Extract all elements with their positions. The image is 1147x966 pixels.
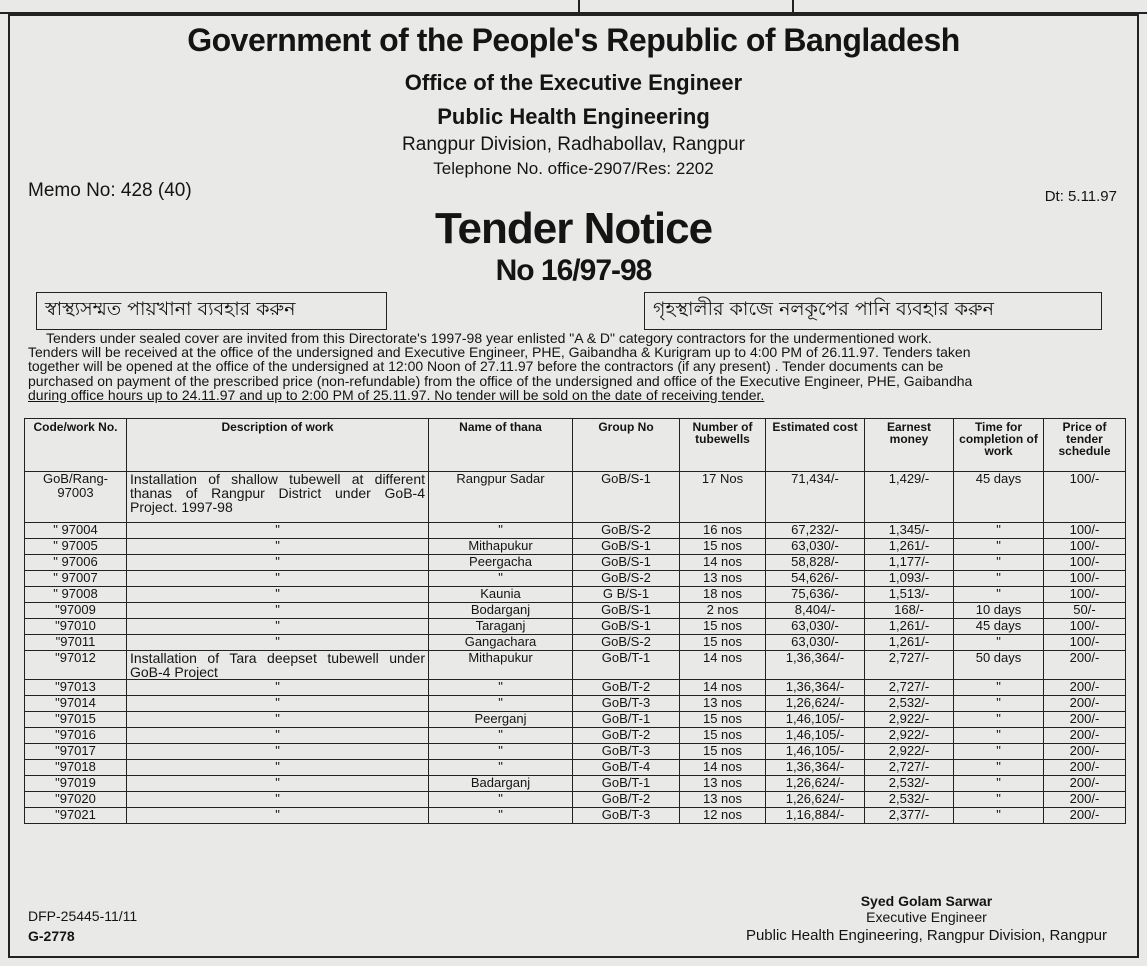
- table-cell: 1,429/-: [865, 472, 954, 523]
- table-cell: "97020: [25, 792, 127, 808]
- top-rule-tick: [578, 0, 580, 12]
- table-cell: 14 nos: [680, 680, 766, 696]
- table-row: [25, 571, 1126, 587]
- table-row: [25, 523, 1126, 539]
- table-cell: "97011: [25, 635, 127, 651]
- table-cell: ": [954, 712, 1044, 728]
- table-cell: 14 nos: [680, 555, 766, 571]
- body-line: Tenders under sealed cover are invited from this Directorate's 1997-98 year enlisted "A & D" category contractors for the undermentioned work.: [46, 330, 932, 346]
- column-header: Earnest money: [865, 419, 954, 472]
- notice-date: Dt: 5.11.97: [1044, 188, 1117, 205]
- table-cell: ": [127, 539, 429, 555]
- page-title: Tender Notice: [434, 204, 713, 253]
- table-cell: "97009: [25, 603, 127, 619]
- body-line: purchased on payment of the prescribed price (non-refundable) from the office of the undersigned and office of the Executive Engineer, PHE, Gaibandha: [28, 372, 973, 389]
- body-line: during office hours up to 24.11.97 and up to 2:00 PM of 25.11.97. No tender will be sold on the date of receiving tender.: [28, 386, 765, 403]
- table-row: [25, 619, 1126, 635]
- table-cell: Badarganj: [429, 776, 573, 792]
- table-cell: 2,532/-: [865, 696, 954, 712]
- table-cell: ": [954, 555, 1044, 571]
- table-row: [25, 728, 1126, 744]
- table-cell: 75,636/-: [766, 587, 865, 603]
- table-row: [25, 808, 1126, 824]
- table-cell: " 97006: [25, 555, 127, 571]
- table-cell: 2,532/-: [865, 776, 954, 792]
- table-cell: ": [127, 776, 429, 792]
- table-body: [25, 472, 1126, 824]
- table-cell: 100/-: [1044, 571, 1126, 587]
- table-cell: 15 nos: [680, 539, 766, 555]
- table-cell: GoB/T-1: [573, 712, 680, 728]
- table-cell: GoB/T-1: [573, 776, 680, 792]
- table-cell: 13 nos: [680, 776, 766, 792]
- table-cell: GoB/T-2: [573, 728, 680, 744]
- table-cell: 2,727/-: [865, 651, 954, 680]
- table-cell: ": [127, 523, 429, 539]
- table-cell: 14 nos: [680, 760, 766, 776]
- table-cell: 1,093/-: [865, 571, 954, 587]
- table-cell: ": [429, 808, 573, 824]
- table-cell: ": [127, 571, 429, 587]
- table-cell: GoB/S-1: [573, 603, 680, 619]
- table-cell: Gangachara: [429, 635, 573, 651]
- table-cell: 15 nos: [680, 619, 766, 635]
- table-cell: 63,030/-: [766, 619, 865, 635]
- table-cell: 1,261/-: [865, 635, 954, 651]
- table-cell: 1,46,105/-: [766, 728, 865, 744]
- table-cell: 13 nos: [680, 696, 766, 712]
- table-row: [25, 744, 1126, 760]
- table-cell: ": [954, 696, 1044, 712]
- table-cell: 2,922/-: [865, 728, 954, 744]
- table-row: [25, 651, 1126, 680]
- table-cell: 100/-: [1044, 555, 1126, 571]
- address-line: Rangpur Division, Radhabollav, Rangpur: [402, 134, 745, 155]
- table-cell: GoB/Rang-97003: [25, 472, 127, 523]
- table-cell: ": [954, 523, 1044, 539]
- table-cell: 17 Nos: [680, 472, 766, 523]
- table-row: [25, 712, 1126, 728]
- body-line: Tenders will be received at the office of the undersigned and Executive Engineer, PHE, Gaibandha & Kurigram up to 4:00 PM of 26.11.97. Tenders taken: [28, 344, 971, 361]
- table-cell: ": [127, 555, 429, 571]
- table-cell: ": [429, 760, 573, 776]
- table-cell: "97014: [25, 696, 127, 712]
- table-cell: ": [429, 744, 573, 760]
- table-cell: 200/-: [1044, 728, 1126, 744]
- slogan-box-right: গৃহস্থালীর কাজে নলকূপের পানি ব্যবহার করুন: [644, 292, 1102, 330]
- table-cell: 100/-: [1044, 587, 1126, 603]
- table-row: [25, 776, 1126, 792]
- table-cell: ": [429, 792, 573, 808]
- table-cell: ": [954, 760, 1044, 776]
- table-cell: ": [429, 523, 573, 539]
- table-cell: ": [127, 635, 429, 651]
- table-cell: ": [954, 635, 1044, 651]
- notice-body: [28, 331, 1120, 402]
- table-cell: 8,404/-: [766, 603, 865, 619]
- table-cell: Peerganj: [429, 712, 573, 728]
- table-cell: ": [954, 744, 1044, 760]
- table-cell: 2,532/-: [865, 792, 954, 808]
- table-cell: 1,26,624/-: [766, 776, 865, 792]
- table-cell: 18 nos: [680, 587, 766, 603]
- table-cell: 45 days: [954, 472, 1044, 523]
- table-cell: ": [954, 776, 1044, 792]
- table-cell: 2,922/-: [865, 744, 954, 760]
- g-reference: G-2778: [28, 928, 75, 944]
- table-cell: 200/-: [1044, 696, 1126, 712]
- column-header: Estimated cost: [766, 419, 865, 472]
- table-cell: ": [127, 587, 429, 603]
- body-line: together will be opened at the office of the undersigned at 12:00 Noon of 27.11.97 before the contractors (if any present) . Tender documents can be: [28, 358, 944, 375]
- table-cell: 200/-: [1044, 651, 1126, 680]
- table-cell: GoB/T-3: [573, 808, 680, 824]
- table-cell: 1,261/-: [865, 539, 954, 555]
- top-rule-tick: [792, 0, 794, 12]
- table-cell: ": [429, 680, 573, 696]
- department-heading: Public Health Engineering: [437, 104, 710, 129]
- table-cell: 1,46,105/-: [766, 712, 865, 728]
- table-cell: 1,345/-: [865, 523, 954, 539]
- table-cell: 63,030/-: [766, 539, 865, 555]
- table-cell: 54,626/-: [766, 571, 865, 587]
- table-cell: GoB/T-3: [573, 696, 680, 712]
- table-cell: ": [429, 728, 573, 744]
- table-cell: 13 nos: [680, 792, 766, 808]
- table-cell: " 97005: [25, 539, 127, 555]
- table-row: [25, 603, 1126, 619]
- table-cell: 1,26,624/-: [766, 696, 865, 712]
- table-cell: ": [954, 680, 1044, 696]
- signatory-role: Executive Engineer: [866, 909, 987, 925]
- tender-table: [24, 418, 1126, 824]
- column-header: Price of tender schedule: [1044, 419, 1126, 472]
- table-cell: 200/-: [1044, 792, 1126, 808]
- table-cell: Rangpur Sadar: [429, 472, 573, 523]
- table-cell: Peergacha: [429, 555, 573, 571]
- table-cell: GoB/T-2: [573, 680, 680, 696]
- signature-block: [746, 893, 1107, 944]
- table-cell: ": [954, 587, 1044, 603]
- table-cell: 200/-: [1044, 760, 1126, 776]
- table-cell: 100/-: [1044, 523, 1126, 539]
- table-cell: 12 nos: [680, 808, 766, 824]
- table-cell: "97012: [25, 651, 127, 680]
- column-header: Name of thana: [429, 419, 573, 472]
- table-cell: ": [127, 808, 429, 824]
- table-cell: GoB/S-1: [573, 555, 680, 571]
- table-row: [25, 696, 1126, 712]
- table-cell: 15 nos: [680, 712, 766, 728]
- signatory-name: Syed Golam Sarwar: [860, 893, 993, 909]
- notice-number: No 16/97-98: [495, 254, 652, 287]
- table-cell: 100/-: [1044, 635, 1126, 651]
- table-cell: 200/-: [1044, 808, 1126, 824]
- table-cell: "97010: [25, 619, 127, 635]
- memo-number: Memo No: 428 (40): [28, 180, 192, 201]
- table-cell: 1,26,624/-: [766, 792, 865, 808]
- table-cell: 67,232/-: [766, 523, 865, 539]
- table-cell: ": [954, 728, 1044, 744]
- table-cell: 1,513/-: [865, 587, 954, 603]
- column-header: Time for completion of work: [954, 419, 1044, 472]
- table-cell: " 97007: [25, 571, 127, 587]
- table-cell: ": [127, 728, 429, 744]
- signatory-office: Public Health Engineering, Rangpur Division, Rangpur: [745, 927, 1107, 944]
- table-cell: ": [127, 760, 429, 776]
- table-cell: 14 nos: [680, 651, 766, 680]
- table-cell: 1,36,364/-: [766, 680, 865, 696]
- table-cell: 15 nos: [680, 728, 766, 744]
- table-cell: " 97008: [25, 587, 127, 603]
- table-cell: 1,46,105/-: [766, 744, 865, 760]
- table-row: [25, 587, 1126, 603]
- table-cell: Mithapukur: [429, 651, 573, 680]
- table-cell: 2,727/-: [865, 760, 954, 776]
- table-cell: ": [954, 539, 1044, 555]
- table-cell: 100/-: [1044, 539, 1126, 555]
- table-cell: "97017: [25, 744, 127, 760]
- table-cell: ": [127, 619, 429, 635]
- table-cell: 168/-: [865, 603, 954, 619]
- table-cell: 1,36,364/-: [766, 651, 865, 680]
- table-cell: 16 nos: [680, 523, 766, 539]
- table-cell: GoB/S-2: [573, 635, 680, 651]
- table-cell: "97015: [25, 712, 127, 728]
- table-cell: "97016: [25, 728, 127, 744]
- table-cell: 1,36,364/-: [766, 760, 865, 776]
- table-cell: GoB/T-2: [573, 792, 680, 808]
- table-row: [25, 680, 1126, 696]
- table-cell: 50/-: [1044, 603, 1126, 619]
- telephone-line: Telephone No. office-2907/Res: 2202: [433, 159, 714, 178]
- table-cell: 58,828/-: [766, 555, 865, 571]
- table-cell: 200/-: [1044, 712, 1126, 728]
- table-cell: GoB/T-3: [573, 744, 680, 760]
- table-cell: 200/-: [1044, 744, 1126, 760]
- top-rule: [0, 0, 1147, 14]
- table-cell: GoB/S-2: [573, 523, 680, 539]
- table-cell: Kaunia: [429, 587, 573, 603]
- table-cell: Taraganj: [429, 619, 573, 635]
- table-cell: 50 days: [954, 651, 1044, 680]
- table-cell: ": [127, 696, 429, 712]
- table-cell: 1,16,884/-: [766, 808, 865, 824]
- dfp-reference: DFP-25445-11/11: [28, 908, 138, 924]
- office-heading: Office of the Executive Engineer: [404, 70, 743, 95]
- table-cell: 1,261/-: [865, 619, 954, 635]
- table-row: [25, 555, 1126, 571]
- table-row: [25, 760, 1126, 776]
- table-cell: "97018: [25, 760, 127, 776]
- table-cell: Bodarganj: [429, 603, 573, 619]
- table-cell: 2,727/-: [865, 680, 954, 696]
- table-cell: 200/-: [1044, 680, 1126, 696]
- column-header: Number of tubewells: [680, 419, 766, 472]
- table-cell: 13 nos: [680, 571, 766, 587]
- table-cell: 2,922/-: [865, 712, 954, 728]
- table-header-row: [25, 419, 1126, 472]
- slogan-box-left: স্বাস্থ্যসম্মত পায়খানা ব্যবহার করুন: [36, 292, 387, 330]
- table-cell: 1,177/-: [865, 555, 954, 571]
- table-cell: ": [429, 571, 573, 587]
- table-cell: ": [954, 571, 1044, 587]
- table-cell: 10 days: [954, 603, 1044, 619]
- table-cell: 100/-: [1044, 472, 1126, 523]
- table-cell: ": [127, 744, 429, 760]
- column-header: Group No: [573, 419, 680, 472]
- table-cell: ": [429, 696, 573, 712]
- table-cell: 15 nos: [680, 635, 766, 651]
- table-cell: 63,030/-: [766, 635, 865, 651]
- table-cell: 2,377/-: [865, 808, 954, 824]
- table-row: [25, 472, 1126, 523]
- column-header: Description of work: [127, 419, 429, 472]
- table-cell: 15 nos: [680, 744, 766, 760]
- table-cell: GoB/S-2: [573, 571, 680, 587]
- table-row: [25, 792, 1126, 808]
- table-cell: Installation of shallow tubewell at different thanas of Rangpur District under GoB-4 Project. 1997-98: [127, 472, 429, 523]
- table-cell: GoB/S-1: [573, 472, 680, 523]
- table-cell: 45 days: [954, 619, 1044, 635]
- table-cell: ": [127, 680, 429, 696]
- table-cell: ": [127, 712, 429, 728]
- table-cell: ": [954, 808, 1044, 824]
- table-cell: Mithapukur: [429, 539, 573, 555]
- table-cell: " 97004: [25, 523, 127, 539]
- table-cell: ": [127, 792, 429, 808]
- table-cell: "97019: [25, 776, 127, 792]
- table-cell: "97021: [25, 808, 127, 824]
- table-cell: G B/S-1: [573, 587, 680, 603]
- government-heading: Government of the People's Republic of Bangladesh: [187, 22, 960, 58]
- table-cell: "97013: [25, 680, 127, 696]
- table-cell: GoB/T-4: [573, 760, 680, 776]
- table-cell: 71,434/-: [766, 472, 865, 523]
- table-cell: 200/-: [1044, 776, 1126, 792]
- table-cell: ": [954, 792, 1044, 808]
- table-cell: GoB/S-1: [573, 539, 680, 555]
- table-cell: GoB/S-1: [573, 619, 680, 635]
- table-cell: Installation of Tara deepset tubewell under GoB-4 Project: [127, 651, 429, 680]
- table-row: [25, 539, 1126, 555]
- table-cell: 2 nos: [680, 603, 766, 619]
- table-cell: ": [127, 603, 429, 619]
- table-cell: 100/-: [1044, 619, 1126, 635]
- table-row: [25, 635, 1126, 651]
- column-header: Code/work No.: [25, 419, 127, 472]
- table-cell: GoB/T-1: [573, 651, 680, 680]
